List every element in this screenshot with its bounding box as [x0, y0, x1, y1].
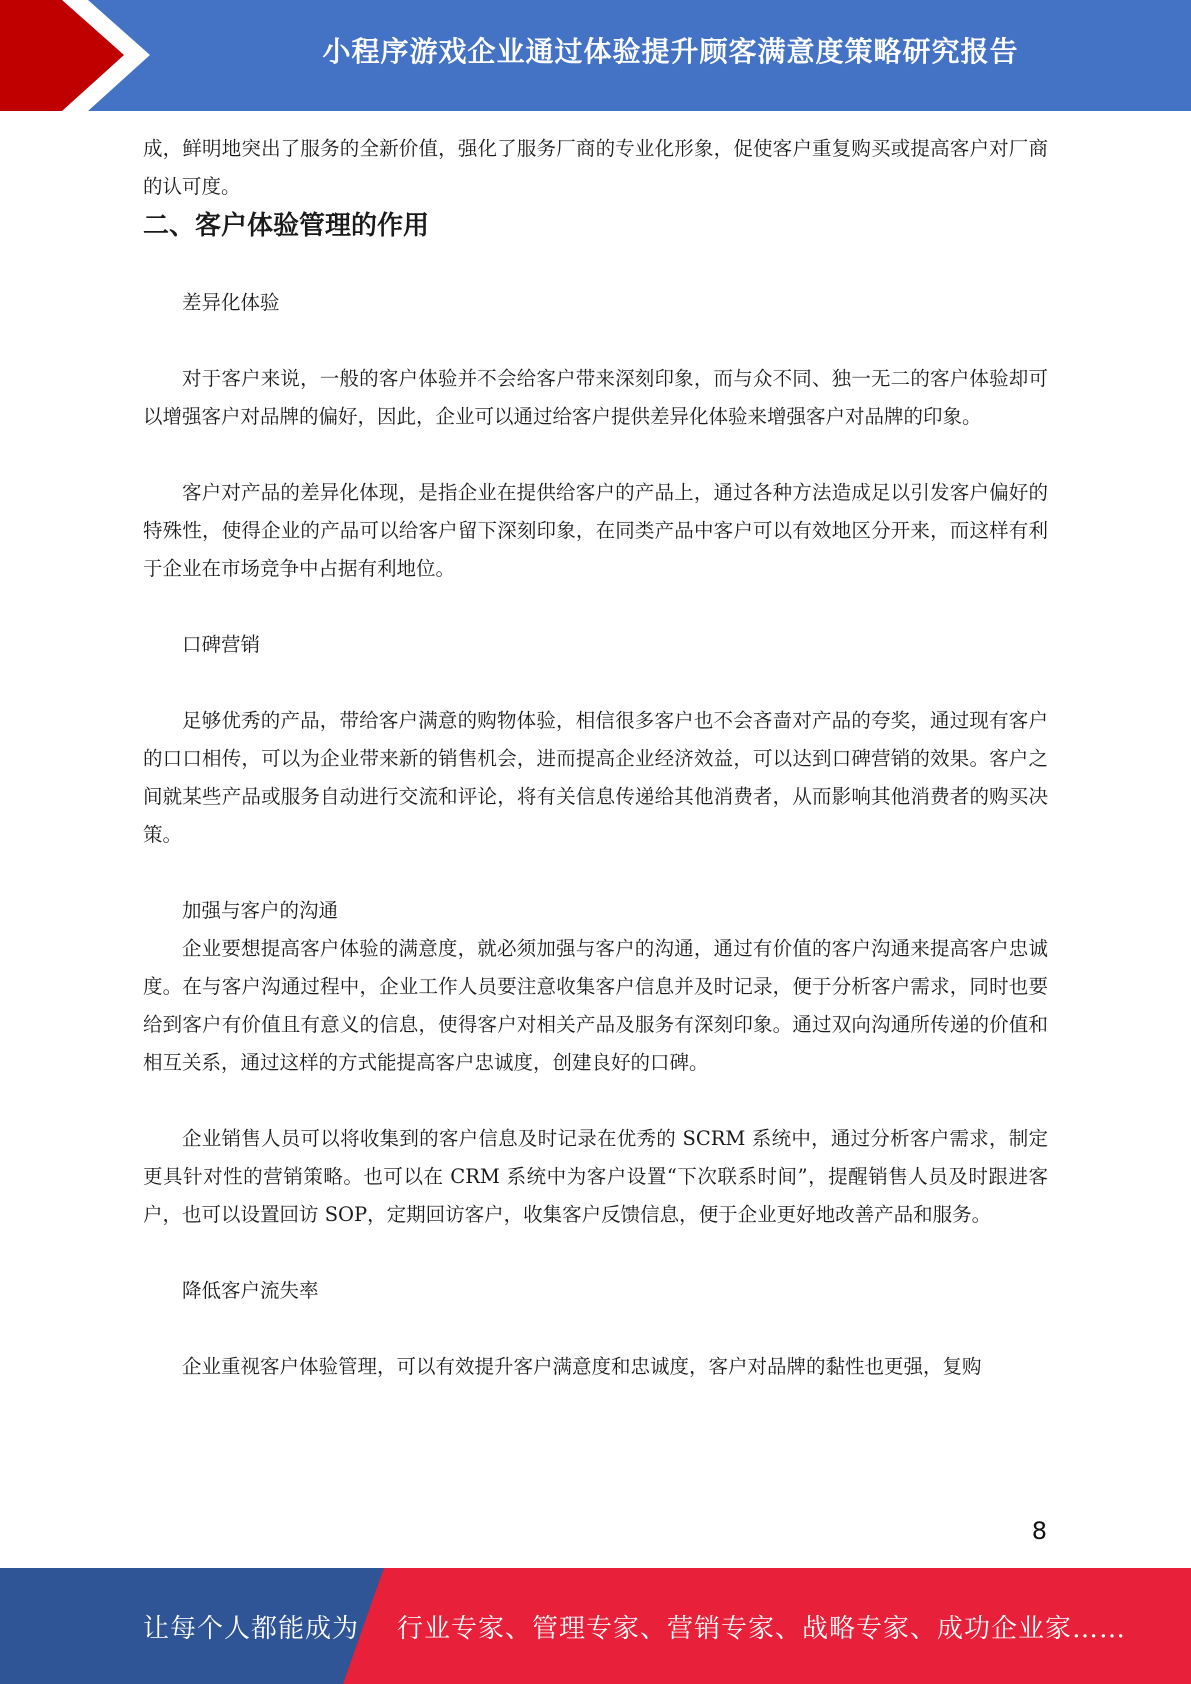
- paragraph-intro: 成，鲜明地突出了服务的全新价值，强化了服务厂商的专业化形象，促使客户重复购买或提高客户对厂商的认可度。: [143, 137, 1048, 198]
- subheading-churn: 降低客户流失率: [182, 1279, 319, 1302]
- document-body: [143, 130, 1048, 1386]
- paragraph-communication-1: 企业要想提高客户体验的满意度，就必须加强与客户的沟通，通过有价值的客户沟通来提高客户忠诚度。在与客户沟通过程中，企业工作人员要注意收集客户信息并及时记录，便于分析客户需求，同时也要给到客户有价值且有意义的信息，使得客户对相关产品及服务有深刻印象。通过双向沟通所传递的价值和相互关系，通过这样的方式能提高客户忠诚度，创建良好的口碑。: [143, 937, 1048, 1074]
- footer-slogan-right: 行业专家、管理专家、营销专家、战略专家、成功企业家……: [397, 1613, 1127, 1644]
- page-header: [0, 0, 1191, 111]
- subheading-communication: 加强与客户的沟通: [182, 899, 339, 922]
- paragraph-communication-2: 企业销售人员可以将收集到的客户信息及时记录在优秀的 SCRM 系统中，通过分析客户需求，制定更具针对性的营销策略。也可以在 CRM 系统中为客户设置“下次联系时间”，提醒销售人员及时跟进客户，也可以设置回访 SOP，定期回访客户，收集客户反馈信息，便于企业更好地改善产品和服务。: [143, 1127, 1048, 1226]
- paragraph-differentiation-2: 客户对产品的差异化体现，是指企业在提供给客户的产品上，通过各种方法造成足以引发客户偏好的特殊性，使得企业的产品可以给客户留下深刻印象，在同类产品中客户可以有效地区分开来，而这样有利于企业在市场竞争中占据有利地位。: [143, 481, 1048, 580]
- subheading-word-of-mouth: 口碑营销: [182, 633, 261, 656]
- page-footer: [0, 1568, 1191, 1684]
- footer-slogan-left: 让每个人都能成为: [143, 1613, 360, 1644]
- paragraph-differentiation-1: 对于客户来说，一般的客户体验并不会给客户带来深刻印象，而与众不同、独一无二的客户体验却可以增强客户对品牌的偏好，因此，企业可以通过给客户提供差异化体验来增强客户对品牌的印象。: [143, 367, 1048, 428]
- paragraph-word-of-mouth: 足够优秀的产品，带给客户满意的购物体验，相信很多客户也不会吝啬对产品的夸奖，通过现有客户的口口相传，可以为企业带来新的销售机会，进而提高企业经济效益，可以达到口碑营销的效果。客户之间就某些产品或服务自动进行交流和评论，将有关信息传递给其他消费者，从而影响其他消费者的购买决策。: [143, 709, 1048, 846]
- paragraph-churn: 企业重视客户体验管理，可以有效提升客户满意度和忠诚度，客户对品牌的黏性也更强，复购: [182, 1355, 982, 1378]
- section-heading: 二、客户体验管理的作用: [143, 211, 430, 241]
- page-number: 8: [1031, 1517, 1047, 1545]
- header-title: 小程序游戏企业通过体验提升顾客满意度策略研究报告: [322, 35, 1019, 68]
- header-arrow-decoration: [0, 0, 160, 111]
- subheading-differentiation: 差异化体验: [182, 291, 280, 314]
